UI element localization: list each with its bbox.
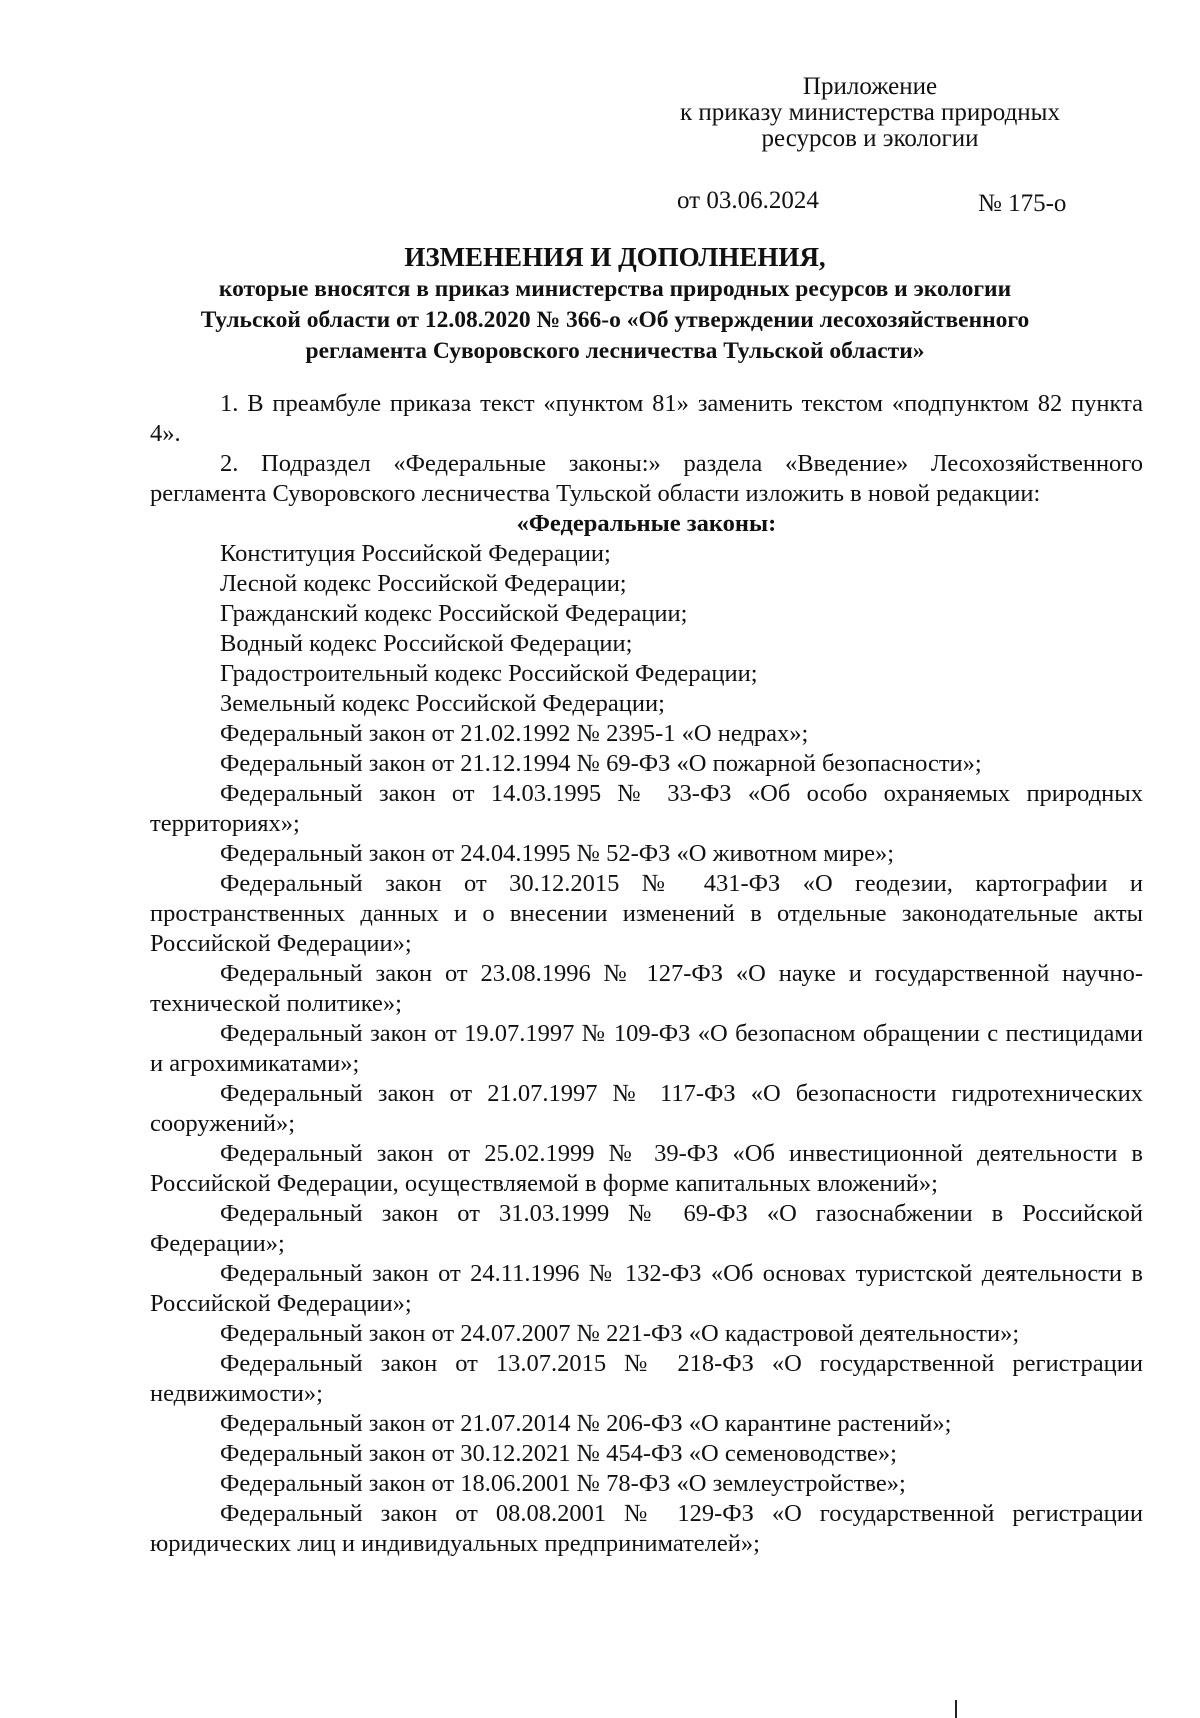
law-item: Федеральный закон от 24.11.1996 № 132-ФЗ «Об основах туристской деятельности в Российской Федерации»;	[150, 1260, 1143, 1317]
document-subtitle	[150, 274, 1080, 367]
law-item: Федеральный закон от 08.08.2001 № 129-ФЗ «О государственной регистрации юридических лиц и индивидуальных предпринимателей»;	[150, 1500, 1143, 1557]
paragraph-2: 2. Подраздел «Федеральные законы:» раздела «Введение» Лесохозяйственного регламента Суворовского лесничества Тульской области изложить в новой редакции:	[150, 450, 1143, 507]
law-item: Земельный кодекс Российской Федерации;	[220, 690, 665, 717]
law-item: Лесной кодекс Российской Федерации;	[220, 570, 627, 597]
scan-artifact-mark	[955, 1700, 957, 1718]
appendix-block	[640, 74, 1100, 152]
law-item: Федеральный закон от 21.02.1992 № 2395-1 «О недрах»;	[220, 720, 809, 747]
law-item: Федеральный закон от 24.04.1995 № 52-ФЗ «О животном мире»;	[220, 840, 895, 867]
law-item: Федеральный закон от 13.07.2015 № 218-ФЗ «О государственной регистрации недвижимости»;	[150, 1350, 1143, 1407]
appendix-line: ресурсов и экологии	[761, 125, 979, 152]
law-item: Федеральный закон от 21.07.2014 № 206-ФЗ «О карантине растений»;	[220, 1410, 952, 1437]
law-item: Федеральный закон от 14.03.1995 № 33-ФЗ «Об особо охраняемых природных территориях»;	[150, 780, 1143, 837]
law-item: Федеральный закон от 31.03.1999 № 69-ФЗ «О газоснабжении в Российской Федерации»;	[150, 1200, 1143, 1257]
subtitle-line: которые вносятся в приказ министерства природных ресурсов и экологии	[218, 276, 1012, 302]
law-item: Федеральный закон от 30.12.2015 № 431-ФЗ «О геодезии, картографии и пространственных данных и о внесении изменений в отдельные законодательные акты Российской Федерации»;	[150, 870, 1143, 957]
law-item: Градостроительный кодекс Российской Федерации;	[220, 660, 758, 687]
law-item: Федеральный закон от 18.06.2001 № 78-ФЗ «О землеустройстве»;	[220, 1470, 906, 1497]
law-item: Гражданский кодекс Российской Федерации;	[220, 600, 688, 627]
law-item: Федеральный закон от 25.02.1999 № 39-ФЗ «Об инвестиционной деятельности в Российской Федерации, осуществляемой в форме капитальных вложений»;	[150, 1140, 1143, 1197]
law-item: Федеральный закон от 30.12.2021 № 454-ФЗ «О семеноводстве»;	[220, 1440, 897, 1467]
paragraph-1: 1. В преамбуле приказа текст «пунктом 81» заменить текстом «подпунктом 82 пункта 4».	[150, 390, 1143, 447]
law-item: Федеральный закон от 19.07.1997 № 109-ФЗ «О безопасном обращении с пестицидами и агрохимикатами»;	[150, 1020, 1143, 1077]
law-item: Федеральный закон от 21.07.1997 № 117-ФЗ «О безопасности гидротехнических сооружений»;	[150, 1080, 1143, 1137]
appendix-line: к приказу министерства природных	[680, 99, 1060, 126]
appendix-line: Приложение	[802, 73, 938, 100]
document-body	[150, 389, 1143, 1559]
document-title: ИЗМЕНЕНИЯ И ДОПОЛНЕНИЯ,	[404, 242, 826, 272]
law-item: Федеральный закон от 23.08.1996 № 127-ФЗ «О науке и государственной научно-технической политике»;	[150, 960, 1143, 1017]
law-item: Федеральный закон от 24.07.2007 № 221-ФЗ «О кадастровой деятельности»;	[220, 1320, 1020, 1347]
subtitle-line: регламента Суворовского лесничества Тульской области»	[305, 338, 925, 364]
law-item: Федеральный закон от 21.12.1994 № 69-ФЗ «О пожарной безопасности»;	[220, 750, 982, 777]
subtitle-line: Тульской области от 12.08.2020 № 366-о «Об утверждении лесохозяйственного	[200, 307, 1030, 333]
order-date: от 03.06.2024	[677, 187, 819, 214]
order-number: № 175-о	[978, 190, 1067, 217]
federal-laws-heading: «Федеральные законы:	[516, 510, 777, 537]
law-item: Конституция Российской Федерации;	[220, 540, 611, 567]
law-item: Водный кодекс Российской Федерации;	[220, 630, 633, 657]
